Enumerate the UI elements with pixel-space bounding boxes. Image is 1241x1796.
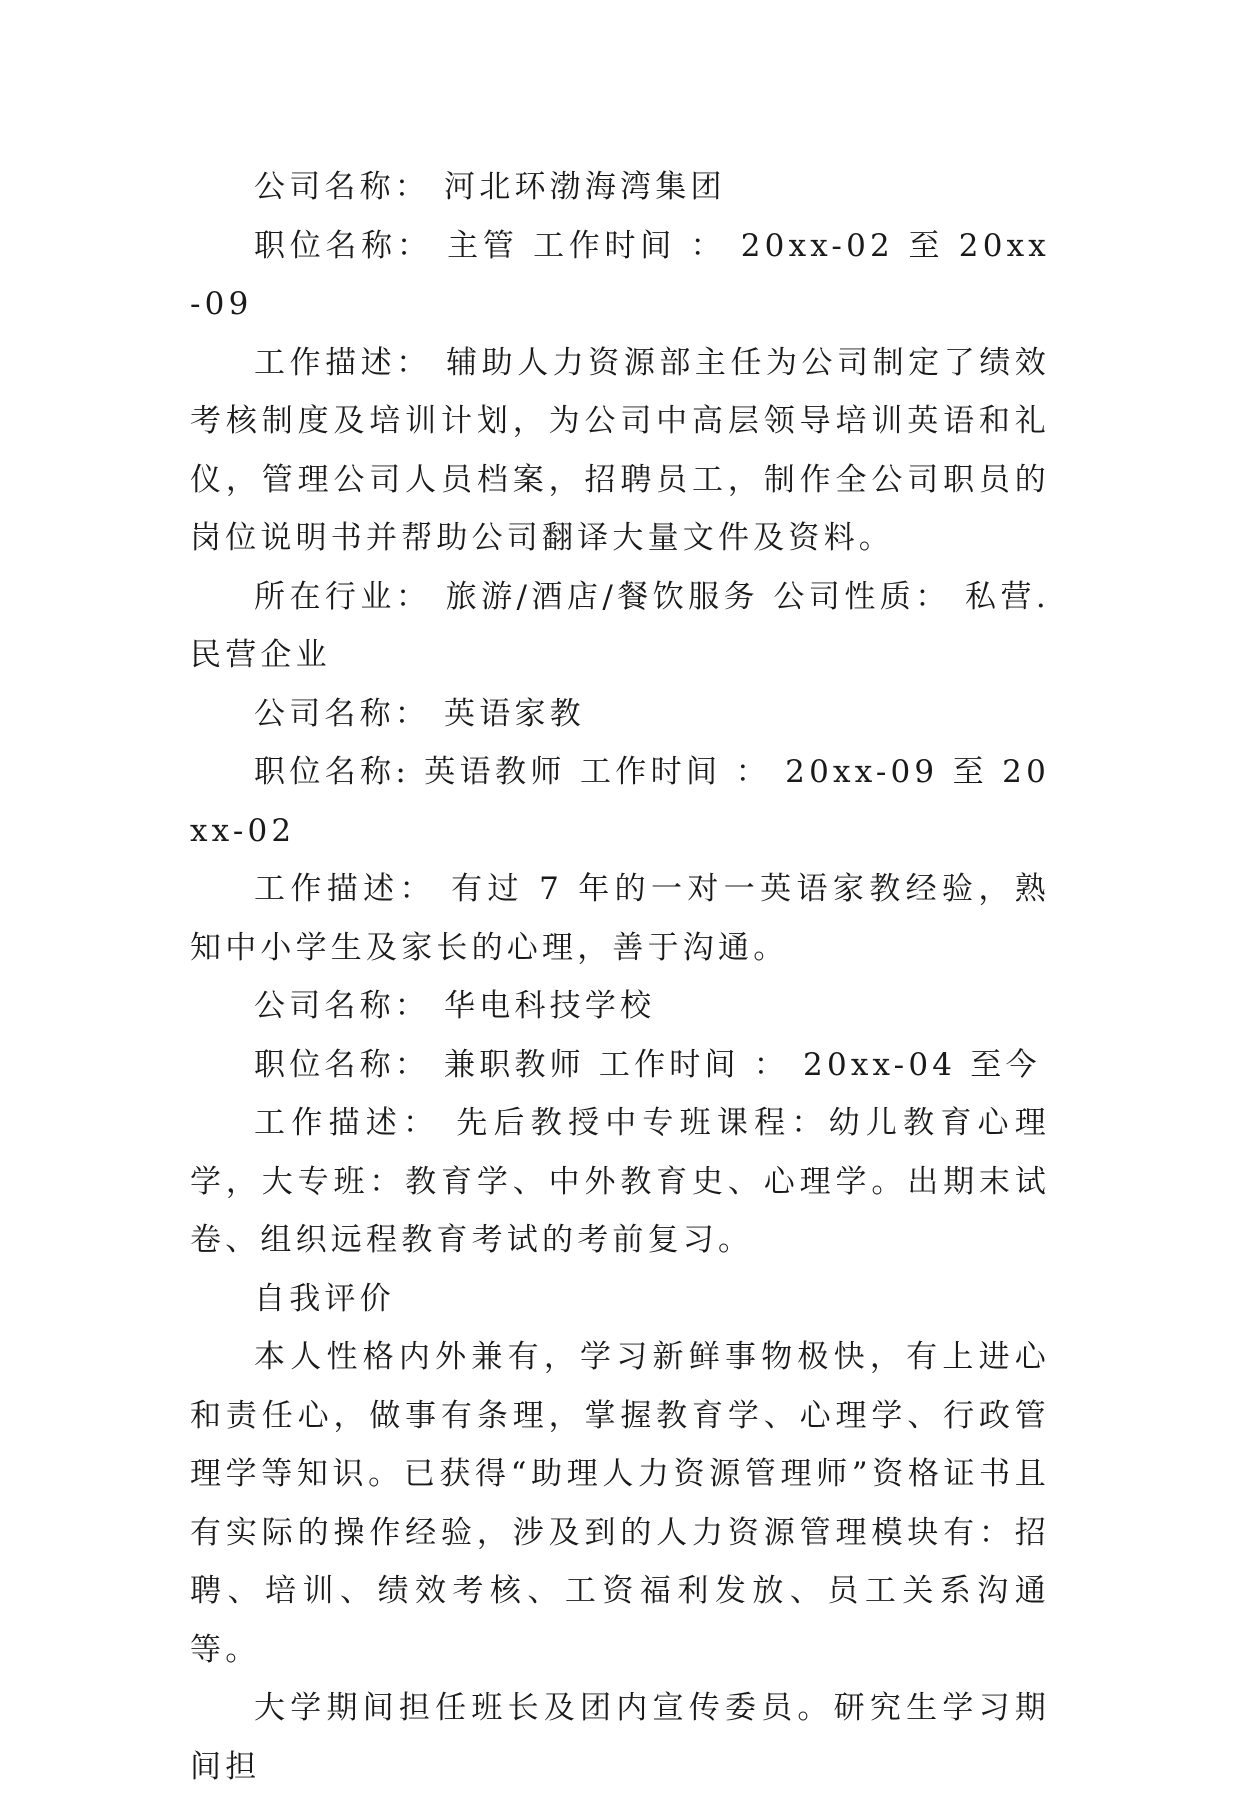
- job-description-3: 工作描述： 先后教授中专班课程：幼儿教育心理学，大专班：教育学、中外教育史、心理学。出期末试卷、组织远程教育考试的考前复习。: [190, 1105, 1050, 1258]
- company-name-line-1: 公司名称： 河北环渤海湾集团: [254, 169, 726, 205]
- position-line-2: 职位名称: 英语教师 工作时间 ： 20xx-09 至 20xx-02: [190, 754, 1050, 849]
- document-body: [190, 158, 1050, 1796]
- position-line-1: 职位名称： 主管 工作时间 ： 20xx-02 至 20xx-09: [190, 227, 1050, 322]
- position-line-3: 职位名称： 兼职教师 工作时间 ： 20xx-04 至今: [254, 1046, 1041, 1083]
- industry-line-1: 所在行业： 旅游/酒店/餐饮服务 公司性质： 私营.民营企业: [190, 578, 1050, 673]
- university-experience-paragraph: 大学期间担任班长及团内宣传委员。研究生学习期间担: [190, 1690, 1050, 1785]
- job-description-2: 工作描述： 有过 7 年的一对一英语家教经验，熟知中小学生及家长的心理，善于沟通。: [190, 871, 1050, 966]
- section-heading-self-evaluation: 自我评价: [254, 1280, 395, 1317]
- company-name-line-3: 公司名称： 华电科技学校: [254, 988, 656, 1024]
- job-description-1: 工作描述： 辅助人力资源部主任为公司制定了绩效考核制度及培训计划，为公司中高层领导培训英语和礼仪，管理公司人员档案，招聘员工，制作全公司职员的岗位说明书并帮助公司翻译大量文件及资料。: [190, 344, 1050, 556]
- self-evaluation-paragraph: 本人性格内外兼有，学习新鲜事物极快，有上进心和责任心，做事有条理，掌握教育学、心理学、行政管理学等知识。已获得“助理人力资源管理师”资格证书且有实际的操作经验，涉及到的人力资源管理模块有：招聘、培训、绩效考核、工资福利发放、员工关系沟通等。: [190, 1339, 1050, 1668]
- company-name-line-2: 公司名称： 英语家教: [254, 695, 585, 732]
